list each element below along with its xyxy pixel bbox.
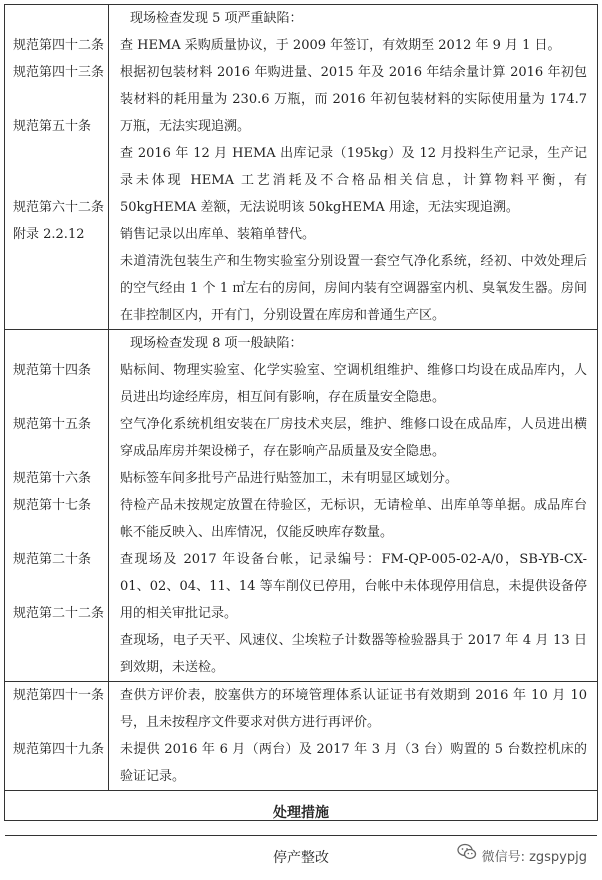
row-label: 附录 2.2.12 [13, 227, 85, 242]
defect-text: 查 HEMA 采购质量协议，于 2009 年签订，有效期至 2012 年 9 月 1 日。 [120, 38, 561, 53]
defect-text: 根据初包装材料 2016 年购进量、2015 年及 2016 年结余量计算 2016 年初包装材料的耗用量为 230.6 万瓶，而 2016 年初包装材料的实际使用量为 174.7 万瓶，无法实现追溯。 [120, 65, 587, 134]
row-label: 规范第十七条 [13, 498, 92, 513]
watermark [457, 836, 587, 880]
defect-text: 查 2016 年 12 月 HEMA 出库记录（195kg）及 12 月投料生产记录，生产记录未体现 HEMA 工艺消耗及不合格品相关信息，计算物料平衡，有 50kgHEMA 差额，无法说明该 50kgHEMA 用途，无法实现追溯。 [120, 146, 587, 215]
defect-text: 销售记录以出库单、装箱单替代。 [120, 227, 316, 242]
wechat-icon [457, 836, 477, 880]
row-label: 规范第五十条 [13, 119, 92, 134]
row-label: 规范第十六条 [13, 471, 92, 486]
defect-text: 贴标间、物理实验室、化学实验室、空调机组维护、维修口均设在成品库内，人员进出均途经库房，相互间有影响，存在质量安全隐患。 [120, 363, 587, 405]
defect-text: 未提供 2016 年 6 月（两台）及 2017 年 3 月（3 台）购置的 5 台数控机床的验证记录。 [120, 742, 587, 784]
row-label: 规范第四十一条 [13, 688, 105, 703]
defect-text: 未道清洗包装生产和生物实验室分别设置一套空气净化系统，经初、中效处理后的空气经由 1 个 1 ㎡左右的房间，房间内装有空调器室内机、臭氧发生器。房间在非控制区内，开有门，分别设置在库房和普通生产区。 [120, 254, 587, 323]
row-label: 规范第十五条 [13, 417, 92, 432]
row-label: 规范第四十二条 [13, 38, 105, 53]
row-label: 规范第四十三条 [13, 65, 105, 80]
serious-labels-column [5, 5, 109, 329]
supplier-labels-column [5, 682, 109, 790]
row-label: 规范第四十九条 [13, 742, 105, 757]
general-defects-content [109, 330, 597, 681]
row-label: 规范第二十条 [13, 552, 92, 567]
supplier-defects-content [109, 682, 597, 790]
defect-text: 查现场，电子天平、风速仪、尘埃粒子计数器等检验器具于 2017 年 4 月 13 日到效期，未送检。 [120, 633, 587, 675]
supplier-defects-block [5, 681, 597, 790]
general-defects-intro: 现场检查发现 8 项一般缺陷： [130, 336, 303, 351]
serious-defects-intro: 现场检查发现 5 项严重缺陷： [130, 11, 303, 26]
defect-text: 贴标签车间多批号产品进行贴签加工，未有明显区域划分。 [120, 471, 459, 486]
serious-defects-block [5, 5, 597, 329]
defect-text: 空气净化系统机组安装在厂房技术夹层，维护、维修口设在成品库，人员进出横穿成品库房并架设梯子，存在影响产品质量及安全隐患。 [120, 417, 587, 459]
row-label: 规范第十四条 [13, 363, 92, 378]
measures-action: 停产整改 [273, 850, 329, 866]
general-labels-column [5, 330, 109, 681]
general-defects-block [5, 329, 597, 681]
defect-text: 待检产品未按规定放置在待验区，无标识，无请检单、出库单等单据。成品库台帐不能反映入、出库情况，仅能反映库存数量。 [120, 498, 587, 540]
row-label: 规范第二十二条 [13, 606, 105, 621]
measures-heading: 处理措施 [5, 790, 597, 835]
serious-defects-content [109, 5, 597, 329]
watermark-text: 微信号: zgspypjg [481, 850, 587, 865]
inspection-report-table [4, 4, 598, 866]
defect-text: 查现场及 2017 年设备台帐，记录编号：FM-QP-005-02-A/0，SB-YB-CX-01、02、04、11、14 等车削仪已停用，台帐中未体现停用信息，未提供设备停用的相关审批记录。 [120, 552, 587, 621]
measures-action-row [5, 835, 597, 880]
defect-text: 查供方评价表，胶塞供方的环境管理体系认证证书有效期到 2016 年 10 月 10 号，且未按程序文件要求对供方进行再评价。 [120, 688, 587, 730]
row-label: 规范第六十二条 [13, 200, 105, 215]
